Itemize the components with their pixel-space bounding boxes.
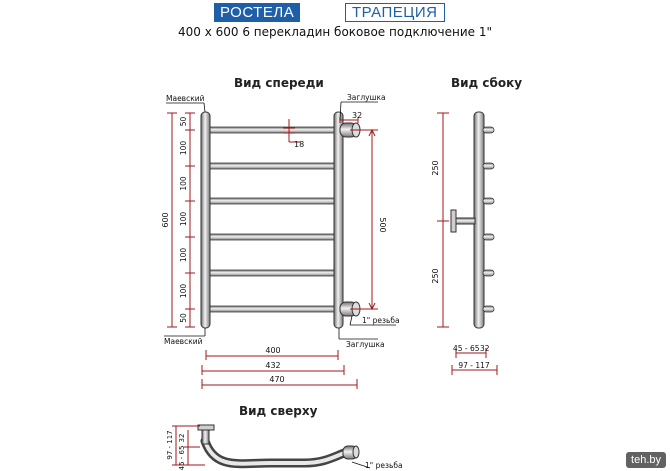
segment-dim-label: 100 bbox=[179, 247, 188, 263]
front-rung bbox=[206, 127, 338, 133]
thread-top-label: 1" резьба bbox=[365, 461, 403, 470]
top-fitting bbox=[343, 446, 359, 459]
annotation-leaders bbox=[164, 102, 396, 339]
maevsky-top-label: Маевский bbox=[166, 94, 205, 103]
side-lower-label: 250 bbox=[431, 268, 440, 284]
side-view-title: Вид сбоку bbox=[451, 76, 523, 90]
side-total-label: 97 - 117 bbox=[458, 361, 490, 370]
side-rung-stub bbox=[483, 234, 494, 240]
side-bracket bbox=[451, 210, 475, 232]
model-label: ТРАПЕЦИЯ bbox=[345, 3, 445, 22]
front-rungs bbox=[206, 127, 338, 312]
segment-dim-label: 50 bbox=[179, 116, 188, 127]
height-total-label: 600 bbox=[161, 212, 170, 228]
front-rung bbox=[206, 198, 338, 204]
watermark: teh.by bbox=[626, 452, 666, 468]
segment-dim-label: 100 bbox=[179, 211, 188, 227]
dim-500 bbox=[350, 130, 378, 309]
width-432-label: 432 bbox=[265, 361, 281, 370]
dim-18-label: 18 bbox=[294, 140, 305, 149]
side-depth-label: 45 - 65 bbox=[453, 344, 480, 353]
side-rung-stubs bbox=[483, 127, 494, 312]
side-view bbox=[431, 112, 497, 375]
side-rung-stub bbox=[483, 270, 494, 276]
top-view-title: Вид сверху bbox=[239, 404, 318, 418]
top-a-label: 97 - 117 bbox=[166, 430, 174, 460]
brand-label: РОСТЕЛА bbox=[214, 3, 300, 22]
top-b-label: 32 bbox=[178, 433, 186, 443]
segment-dim-label: 100 bbox=[179, 176, 188, 191]
front-view-title: Вид спереди bbox=[234, 76, 324, 90]
segment-dim-label: 100 bbox=[179, 283, 188, 299]
side-rung-stub bbox=[483, 306, 494, 312]
left-rail bbox=[201, 112, 210, 328]
top-c-label: 45 - 65 bbox=[178, 445, 186, 471]
side-rung-stub bbox=[483, 198, 494, 204]
front-rung bbox=[206, 270, 338, 276]
spec-line: 400 х 600 6 перекладин боковое подключение 1" bbox=[178, 25, 492, 39]
segment-dim-label: 100 bbox=[179, 140, 188, 156]
dim-32-label: 32 bbox=[352, 111, 363, 120]
width-400-label: 400 bbox=[265, 346, 281, 355]
top-dims bbox=[172, 426, 205, 465]
thread-front-label: 1" резьба bbox=[362, 316, 400, 325]
maevsky-bottom-label: Маевский bbox=[164, 337, 203, 346]
front-view bbox=[161, 93, 400, 389]
width-470-label: 470 bbox=[269, 375, 285, 384]
segment-dim-label: 50 bbox=[179, 313, 188, 323]
side-dims bbox=[437, 113, 497, 375]
plug-bottom-label: Заглушка bbox=[346, 340, 385, 349]
dim-500-label: 500 bbox=[378, 217, 387, 233]
side-rung-stub bbox=[483, 163, 494, 169]
top-bracket bbox=[198, 425, 214, 444]
side-rung-stub bbox=[483, 127, 494, 133]
right-rail bbox=[334, 112, 343, 328]
side-upper-label: 250 bbox=[431, 160, 440, 176]
front-rung bbox=[206, 234, 338, 240]
side-pipe-label: 32 bbox=[480, 344, 490, 353]
front-rung bbox=[206, 306, 338, 312]
plug-top-label: Заглушка bbox=[347, 93, 386, 102]
front-rung bbox=[206, 163, 338, 169]
top-view bbox=[166, 425, 403, 470]
